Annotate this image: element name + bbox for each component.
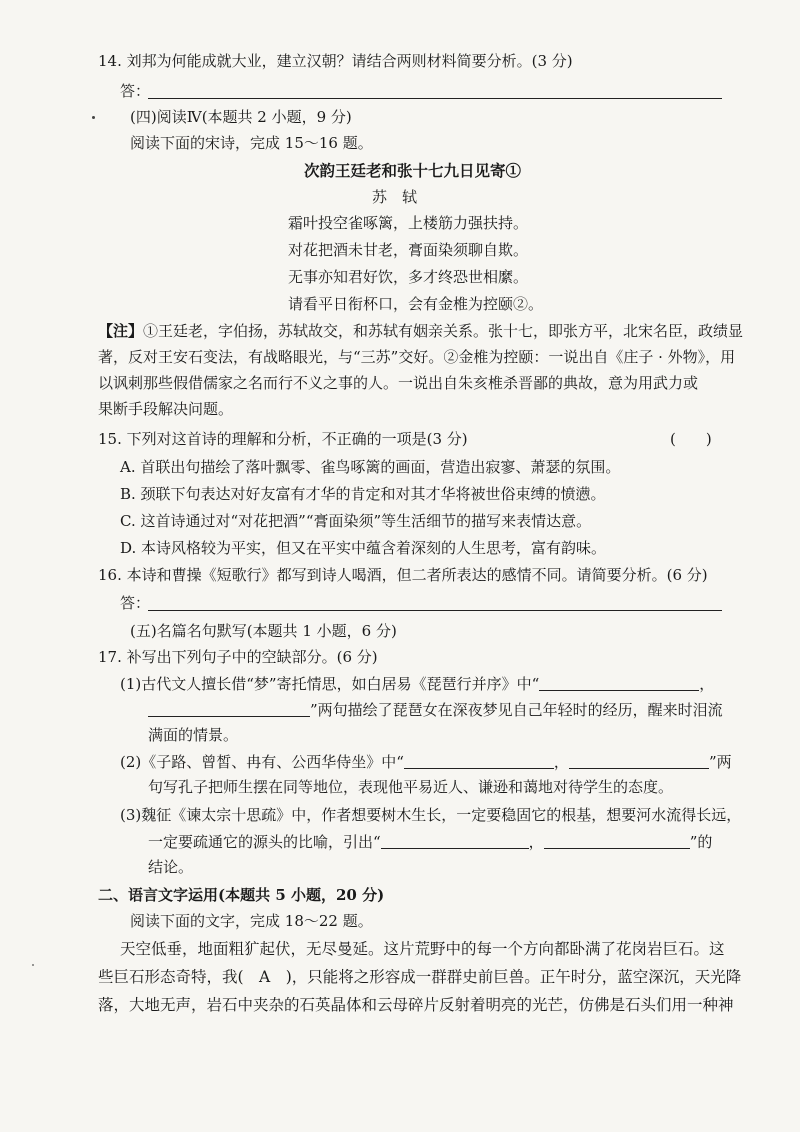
q17-blank-1[interactable] (539, 672, 699, 691)
q15-question: 15. 下列对这首诗的理解和分析，不正确的一项是(3 分) (98, 430, 468, 448)
scan-speck (92, 116, 95, 119)
note-line: 著，反对王安石变法，有战略眼光，与“三苏”交好。②金椎为控颐：一说出自《庄子 · 外物》，用 (98, 348, 736, 366)
poem-title: 次韵王廷老和张十七九日见寄① (304, 161, 522, 180)
q16-answer-line[interactable] (148, 610, 722, 611)
q17-blank-5[interactable] (381, 830, 529, 849)
passage-line: 些巨石形态奇特，我( A )，只能将之形容成一群群史前巨兽。正午时分，蓝空深沉，天光降 (98, 968, 742, 986)
q17-blank-6[interactable] (544, 830, 690, 849)
q15-option-d: D. 本诗风格较为平实，但又在平实中蕴含着深刻的人生思考，富有韵味。 (120, 539, 607, 557)
q17-blank-3[interactable] (404, 750, 554, 769)
poem-line: 霜叶投空雀啄篱，上楼筋力强扶持。 (288, 214, 529, 232)
section4-heading: (四)阅读Ⅳ(本题共 2 小题，9 分) (130, 108, 352, 126)
q15-option-a: A. 首联出句描绘了落叶飘零、雀鸟啄篱的画面，营造出寂寥、萧瑟的氛围。 (120, 458, 621, 476)
scan-speck (32, 964, 34, 966)
q17-item1-line2: ”两句描绘了琵琶女在深夜梦见自己年轻时的经历，醒来时泪流 (148, 698, 723, 721)
section5-heading: (五)名篇名句默写(本题共 1 小题，6 分) (130, 622, 397, 640)
q17-item2-line2: 句写孔子把师生摆在同等地位，表现他平易近人、谦逊和蔼地对待学生的态度。 (148, 778, 674, 796)
q17-blank-4[interactable] (569, 750, 709, 769)
poem-author: 苏 轼 (372, 188, 418, 206)
note-line: 以讽刺那些假借儒家之名而行不义之事的人。一说出自朱亥椎杀晋鄙的典故，意为用武力或 (98, 374, 699, 392)
q14-answer-line[interactable] (148, 98, 722, 99)
q17-item3-line2: 一定要疏通它的源头的比喻，引出“ ， ”的 (148, 830, 712, 853)
note-line: 果断手段解决问题。 (98, 400, 234, 418)
passage-line: 天空低垂，地面粗犷起伏，无尽曼延。这片荒野中的每一个方向都卧满了花岗岩巨石。这 (120, 940, 725, 958)
q17-item1-line1: (1)古代文人擅长借“梦”寄托情思，如白居易《琵琶行并序》中“ ， (120, 672, 714, 695)
q17-item3-line3: 结论。 (148, 858, 194, 876)
q15-option-b: B. 颈联下句表达对好友富有才华的肯定和对其才华将被世俗束缚的愤懑。 (120, 485, 606, 503)
q17-blank-2[interactable] (148, 698, 310, 717)
q17-item3-line1: (3)魏征《谏太宗十思疏》中，作者想要树木生长，一定要稳固它的根基，想要河水流得长远， (120, 806, 742, 824)
q16-answer-label: 答： (120, 594, 151, 612)
q15-option-c: C. 这首诗通过对“对花把酒”“膏面染须”等生活细节的描写来表情达意。 (120, 512, 592, 530)
section4-instruction: 阅读下面的宋诗，完成 15～16 题。 (130, 134, 373, 152)
q17-item1-line3: 满面的情景。 (148, 726, 239, 744)
poem-line: 无事亦知君好饮，多才终恐世相縻。 (288, 268, 529, 286)
passage-line: 落，大地无声，岩石中夹杂的石英晶体和云母碎片反射着明亮的光芒，仿佛是石头们用一种神 (98, 996, 734, 1014)
poem-line: 请看平日衔杯口，会有金椎为控颐②。 (288, 295, 544, 313)
part2-instruction: 阅读下面的文字，完成 18～22 题。 (130, 912, 373, 930)
q14-question: 14. 刘邦为何能成就大业，建立汉朝？请结合两则材料简要分析。(3 分) (98, 52, 573, 70)
q17-item2-line1: (2)《子路、曾皙、冉有、公西华侍坐》中“ ， ”两 (120, 750, 732, 773)
q14-answer-label: 答： (120, 82, 151, 100)
part2-heading: 二、语言文字运用(本题共 5 小题，20 分) (98, 886, 385, 904)
q15-answer-bracket[interactable]: ( ) (670, 430, 712, 448)
note-line-1: 【注】①王廷老，字伯扬，苏轼故交，和苏轼有姻亲关系。张十七，即张方平，北宋名臣，政绩显 (98, 322, 744, 340)
q17-question: 17. 补写出下列句子中的空缺部分。(6 分) (98, 648, 378, 666)
note-label: 【注】 (98, 322, 144, 340)
poem-line: 对花把酒未甘老，膏面染须聊自欺。 (288, 241, 529, 259)
q16-question: 16. 本诗和曹操《短歌行》都写到诗人喝酒，但二者所表达的感情不同。请简要分析。(6 分) (98, 566, 708, 584)
